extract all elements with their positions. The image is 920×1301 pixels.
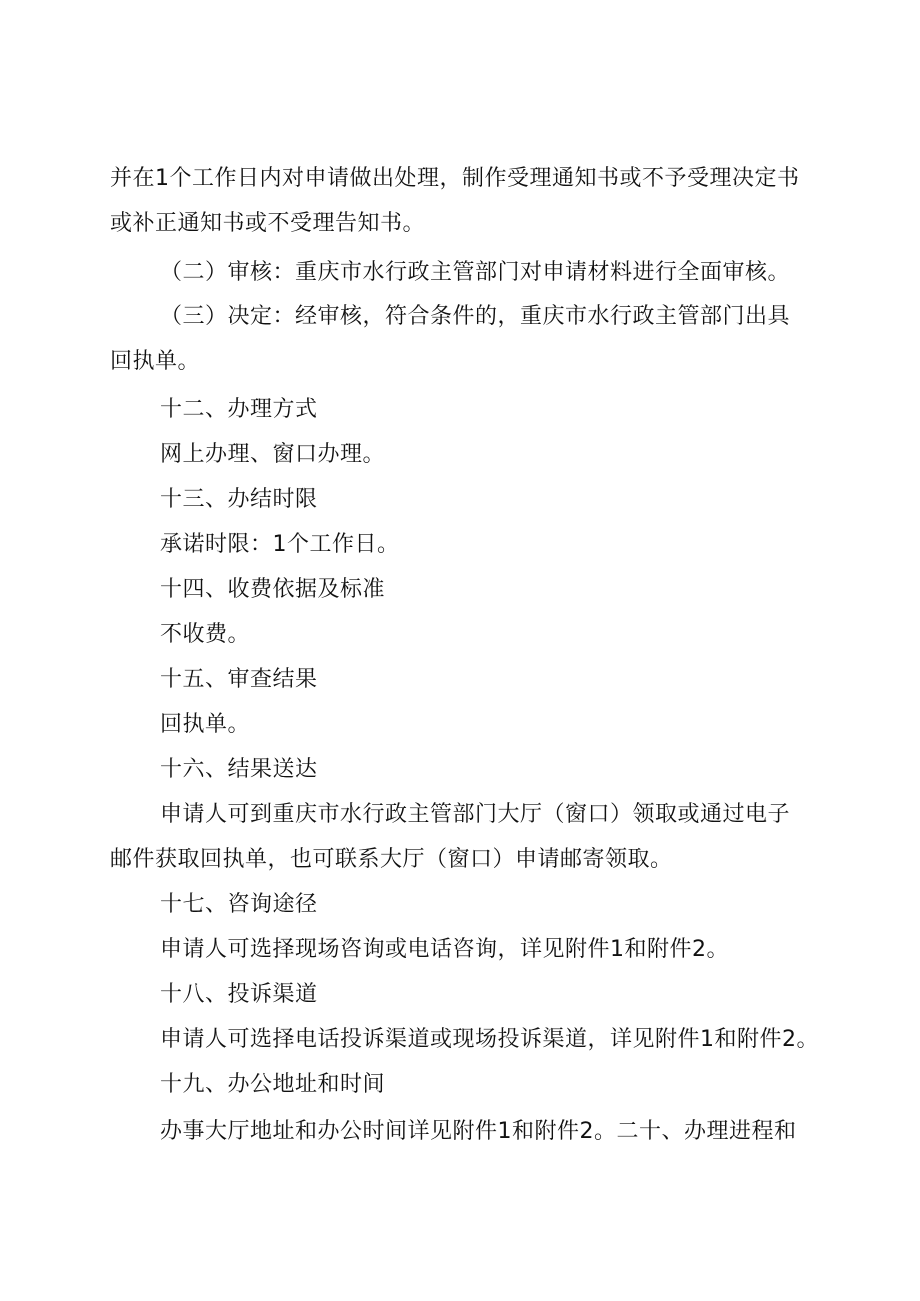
paragraph-line: 承诺时限：1个工作日。 [160, 532, 400, 557]
paragraph-line: 申请人可选择电话投诉渠道或现场投诉渠道，详见附件1和附件2。 [160, 1027, 819, 1052]
section-heading: 十三、办结时限 [160, 487, 318, 512]
paragraph-line: （二）审核：重庆市水行政主管部门对申请材料进行全面审核。 [160, 260, 791, 285]
paragraph-line: 回执单。 [110, 349, 201, 374]
section-heading: 十二、办理方式 [160, 397, 318, 422]
paragraph-line: 申请人可到重庆市水行政主管部门大厅（窗口）领取或通过电子 [160, 802, 791, 827]
paragraph-line: 回执单。 [160, 712, 251, 737]
paragraph-line: 办事大厅地址和办公时间详见附件1和附件2。二十、办理进程和 [160, 1119, 797, 1144]
section-heading: 十四、收费依据及标准 [160, 577, 386, 602]
section-heading: 十九、办公地址和时间 [160, 1072, 386, 1097]
section-heading: 十八、投诉渠道 [160, 982, 318, 1007]
paragraph-line: 并在1个工作日内对申请做出处理，制作受理通知书或不予受理决定书 [110, 166, 800, 191]
section-heading: 十七、咨询途径 [160, 892, 318, 917]
section-heading: 十六、结果送达 [160, 757, 318, 782]
paragraph-line: 申请人可选择现场咨询或电话咨询，详见附件1和附件2。 [160, 937, 729, 962]
paragraph-line: （三）决定：经审核，符合条件的，重庆市水行政主管部门出具 [160, 304, 791, 329]
paragraph-line: 邮件获取回执单，也可联系大厅（窗口）申请邮寄领取。 [110, 847, 673, 872]
section-heading: 十五、审查结果 [160, 667, 318, 692]
paragraph-line: 或补正通知书或不受理告知书。 [110, 211, 426, 236]
paragraph-line: 网上办理、窗口办理。 [160, 442, 386, 467]
paragraph-line: 不收费。 [160, 622, 251, 647]
